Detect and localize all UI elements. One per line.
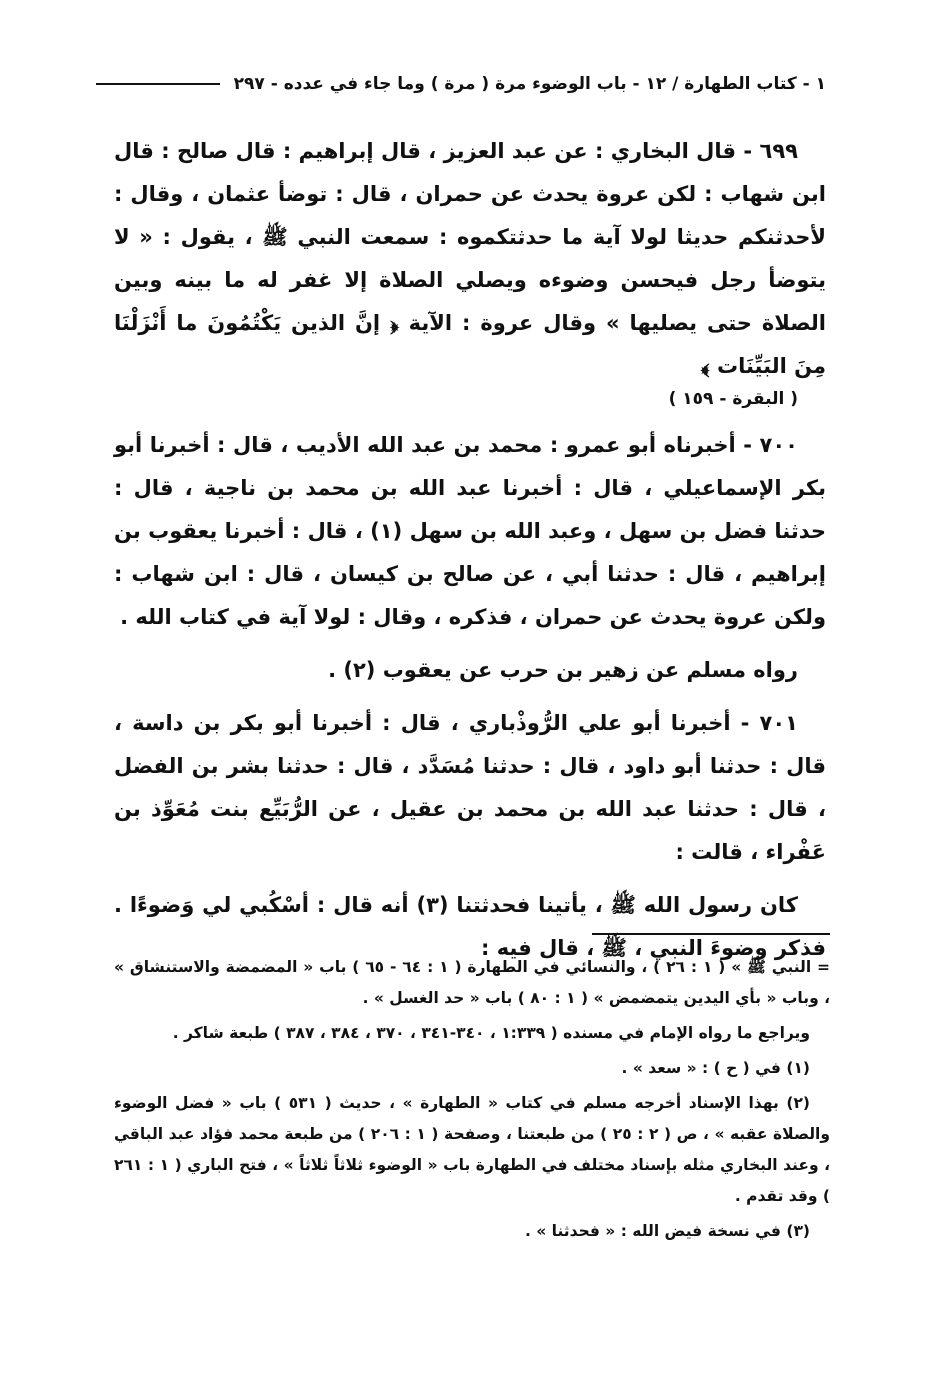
muslim-narration: رواه مسلم عن زهير بن حرب عن يعقوب (٢) .	[328, 658, 798, 682]
main-text	[114, 130, 826, 970]
header-rule	[96, 83, 220, 85]
hadith-700: ٧٠٠ - أخبرناه أبو عمرو : محمد بن عبد الله الأديب ، قال : أخبرنا أبو بكر الإسماعيلي ، قال : أخبرنا عبد الله بن محمد بن ناجية ، قال : حدثنا فضل بن سهل ، وعبد الله بن سهل (١) ، قال : أخبرنا يعقوب بن إبراهيم ، قال : حدثنا أبي ، عن صالح بن كيسان ، قال : ابن شهاب : ولكن عروة يحدث عن حمران ، فذكره ، وقال : لولا آية في كتاب الله .	[114, 433, 827, 629]
footnote-1: (١) في ( ح ) : « سعد » .	[621, 1059, 810, 1077]
running-header	[96, 74, 826, 94]
footnote-3: (٣) في نسخة فيض الله : « فحدثنا » .	[524, 1222, 810, 1240]
hadith-699-text: ٦٩٩ - قال البخاري : عن عبد العزيز ، قال إبراهيم : قال صالح : قال ابن شهاب : لكن عروة يحدث عن حمران ، قال : توضأ عثمان ، وقال : لأحدثنكم حديثا لولا آية ما حدثتكموه : سمعت النبي ﷺ ، يقول : « لا يتوضأ رجل فيحسن وضوءه ويصلي الصلاة إلا غفر له ما بينه وبين الصلاة حتى يصليها » وقال عروة : الآية ﴿ إنَّ الذين يَكْتُمُونَ ما أَنْزَلْنَا مِنَ البَيِّنَات ﴾	[114, 139, 826, 378]
footnotes	[114, 952, 830, 1247]
hadith-701: ٧٠١ - أخبرنا أبو علي الرُّوذْباري ، قال : أخبرنا أبو بكر بن داسة ، قال : حدثنا أبو داود ، قال : حدثنا مُسَدَّد ، قال : حدثنا بشر بن الفضل ، قال : حدثنا عبد الله بن محمد بن عقيل ، عن الرُّبَيِّع بنت مُعَوِّذ بن عَفْراء ، قالت :	[114, 711, 826, 864]
hadith-701-continuation: كان رسول الله ﷺ ، يأتينا فحدثتنا (٣) أنه قال : أسْكُبي لي وَضوءًا . فذكر وضوءَ النبي ، ﷺ ، قال فيه :	[114, 893, 826, 960]
hadith-699	[114, 130, 826, 414]
footnote-2: (٢) بهذا الإسناد أخرجه مسلم في كتاب « الطهارة » ، حديث ( ٥٣١ ) باب « فضل الوضوء والصلاة عقبه » ، ص ( ٢ : ٢٥ ) من طبعتنا ، وصفحة ( ١ : ٢٠٦ ) من طبعة محمد فؤاد عبد الباقي ، وعند البخاري مثله بإسناد مختلف في الطهارة باب « الوضوء ثلاثاً ثلاثاً » ، فتح الباري ( ١ : ٢٦١ ) وقد تقدم .	[114, 1094, 830, 1205]
footnote-continued-2: ويراجع ما رواه الإمام في مسنده ( ١:٣٣٩ ، ٣٤٠-٣٤١ ، ٣٧٠ ، ٣٨٤ ، ٣٨٧ ) طبعة شاكر .	[172, 1024, 810, 1042]
header-title: ١ - كتاب الطهارة / ١٢ - باب الوضوء مرة ( مرة ) وما جاء في عدده - ٢٩٧	[233, 74, 826, 94]
quran-reference: ( البقرة - ١٥٩ )	[668, 389, 798, 409]
footnote-separator	[592, 933, 830, 935]
footnote-continued: = النبي ﷺ » ( ١ : ٢٦ ) ، والنسائي في الطهارة ( ١ : ٦٤ - ٦٥ ) باب « المضمضة والاستنشاق » ، وباب « بأي اليدين يتمضمض » ( ١ : ٨٠ ) باب « حد الغسل » .	[114, 958, 831, 1007]
